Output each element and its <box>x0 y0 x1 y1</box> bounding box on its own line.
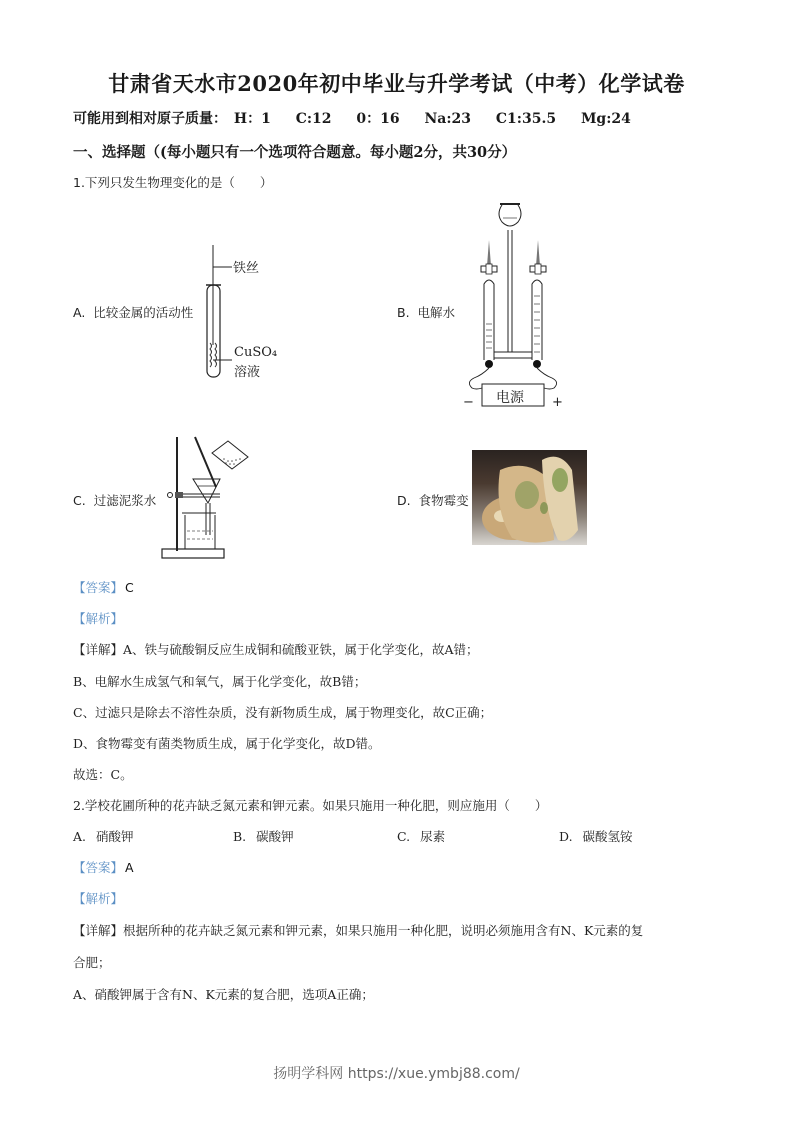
power-source-label: 电源 <box>496 390 524 406</box>
q1-analysis-label: 【解析】 <box>73 611 124 626</box>
q1-option-d-letter: D. <box>397 493 411 508</box>
q2-option-b-text: 碳酸钾 <box>256 829 294 844</box>
q2-answer <box>73 858 134 876</box>
mass-na: Na:23 <box>424 111 472 127</box>
q2-option-a-text: 硝酸钾 <box>96 829 134 844</box>
footer-watermark: 扬明学科网 https://xue.ymbj88.com/ <box>273 1066 520 1082</box>
q2-option-c-letter: C. <box>397 829 411 844</box>
q1-option-d <box>397 491 469 509</box>
q2-option-c-text: 尿素 <box>420 829 446 844</box>
q2-answer-value: A <box>125 860 134 875</box>
mass-mg: Mg:24 <box>580 111 631 127</box>
q1-option-a <box>73 303 193 321</box>
solution-label: 溶液 <box>234 365 261 380</box>
q2-option-a <box>73 827 134 845</box>
q1-answer <box>73 578 134 596</box>
q1-detail-line-1: 【详解】A、铁与硫酸铜反应生成铜和硫酸亚铁，属于化学变化，故A错； <box>73 642 479 657</box>
q1-option-a-text: 比较金属的活动性 <box>93 305 194 320</box>
filtration-figure <box>160 433 255 561</box>
q1-option-c <box>73 491 156 509</box>
iron-wire-label: 铁丝 <box>233 261 260 276</box>
q1-option-b-text: 电解水 <box>417 305 456 320</box>
section-heading: 一、选择题（(每小题只有一个选项符合题意。每小题2分，共30分） <box>73 144 517 161</box>
q2-option-b <box>233 827 294 845</box>
cuso4-label: CuSO₄ <box>234 345 278 360</box>
q2-option-a-letter: A. <box>73 829 87 844</box>
q1-option-d-text: 食物霉变 <box>418 493 469 508</box>
q1-detail-line-4: D、食物霉变有菌类物质生成，属于化学变化，故D错。 <box>73 736 381 751</box>
atomic-masses-line <box>73 108 649 128</box>
q1-option-c-letter: C. <box>73 493 86 508</box>
q1-detail-line-5: 故选：C。 <box>73 767 133 782</box>
mass-h: H：1 <box>233 111 271 127</box>
q1-detail-line-2: B、电解水生成氢气和氧气，属于化学变化，故B错； <box>73 674 367 689</box>
q1-answer-value: C <box>125 580 134 595</box>
q2-answer-label: 【答案】 <box>73 860 124 875</box>
mass-cl: C1:35.5 <box>495 111 557 127</box>
q2-stem: 2.学校花圃所种的花卉缺乏氮元素和钾元素。如果只施用一种化肥，则应施用（ ） <box>73 798 548 813</box>
exam-title: 甘肃省天水市2020年初中毕业与升学考试（中考）化学试卷 <box>108 71 685 96</box>
q2-detail-line-1: 【详解】根据所种的花卉缺乏氮元素和钾元素，如果只施用一种化肥，说明必须施用含有N、K元素的复 <box>73 923 644 938</box>
negative-terminal-label: − <box>463 395 474 410</box>
q2-option-d-letter: D. <box>559 829 573 844</box>
atomic-masses-label: 可能用到相对原子质量： <box>73 111 227 127</box>
q1-option-b <box>397 303 455 321</box>
moldy-bread-photo <box>472 450 587 545</box>
mass-c: C:12 <box>295 111 332 127</box>
mass-o: 0：16 <box>356 111 400 127</box>
q1-answer-label: 【答案】 <box>73 580 124 595</box>
q1-option-c-text: 过滤泥浆水 <box>93 493 157 508</box>
q2-analysis-label: 【解析】 <box>73 891 124 906</box>
q1-detail-line-3: C、过滤只是除去不溶性杂质，没有新物质生成，属于物理变化，故C正确； <box>73 705 493 720</box>
q1-stem: 1.下列只发生物理变化的是（ ） <box>73 175 273 190</box>
q2-option-c <box>397 827 445 845</box>
q1-option-b-letter: B. <box>397 305 410 320</box>
q2-option-d-text: 碳酸氢铵 <box>582 829 633 844</box>
q1-option-a-letter: A. <box>73 305 86 320</box>
q2-option-b-letter: B. <box>233 829 247 844</box>
electrolysis-figure <box>462 200 572 410</box>
positive-terminal-label: + <box>552 395 563 410</box>
q2-detail-line-3: A、硝酸钾属于含有N、K元素的复合肥，选项A正确； <box>73 987 374 1002</box>
q2-detail-line-2: 合肥； <box>73 955 111 970</box>
q2-option-d <box>559 827 633 845</box>
